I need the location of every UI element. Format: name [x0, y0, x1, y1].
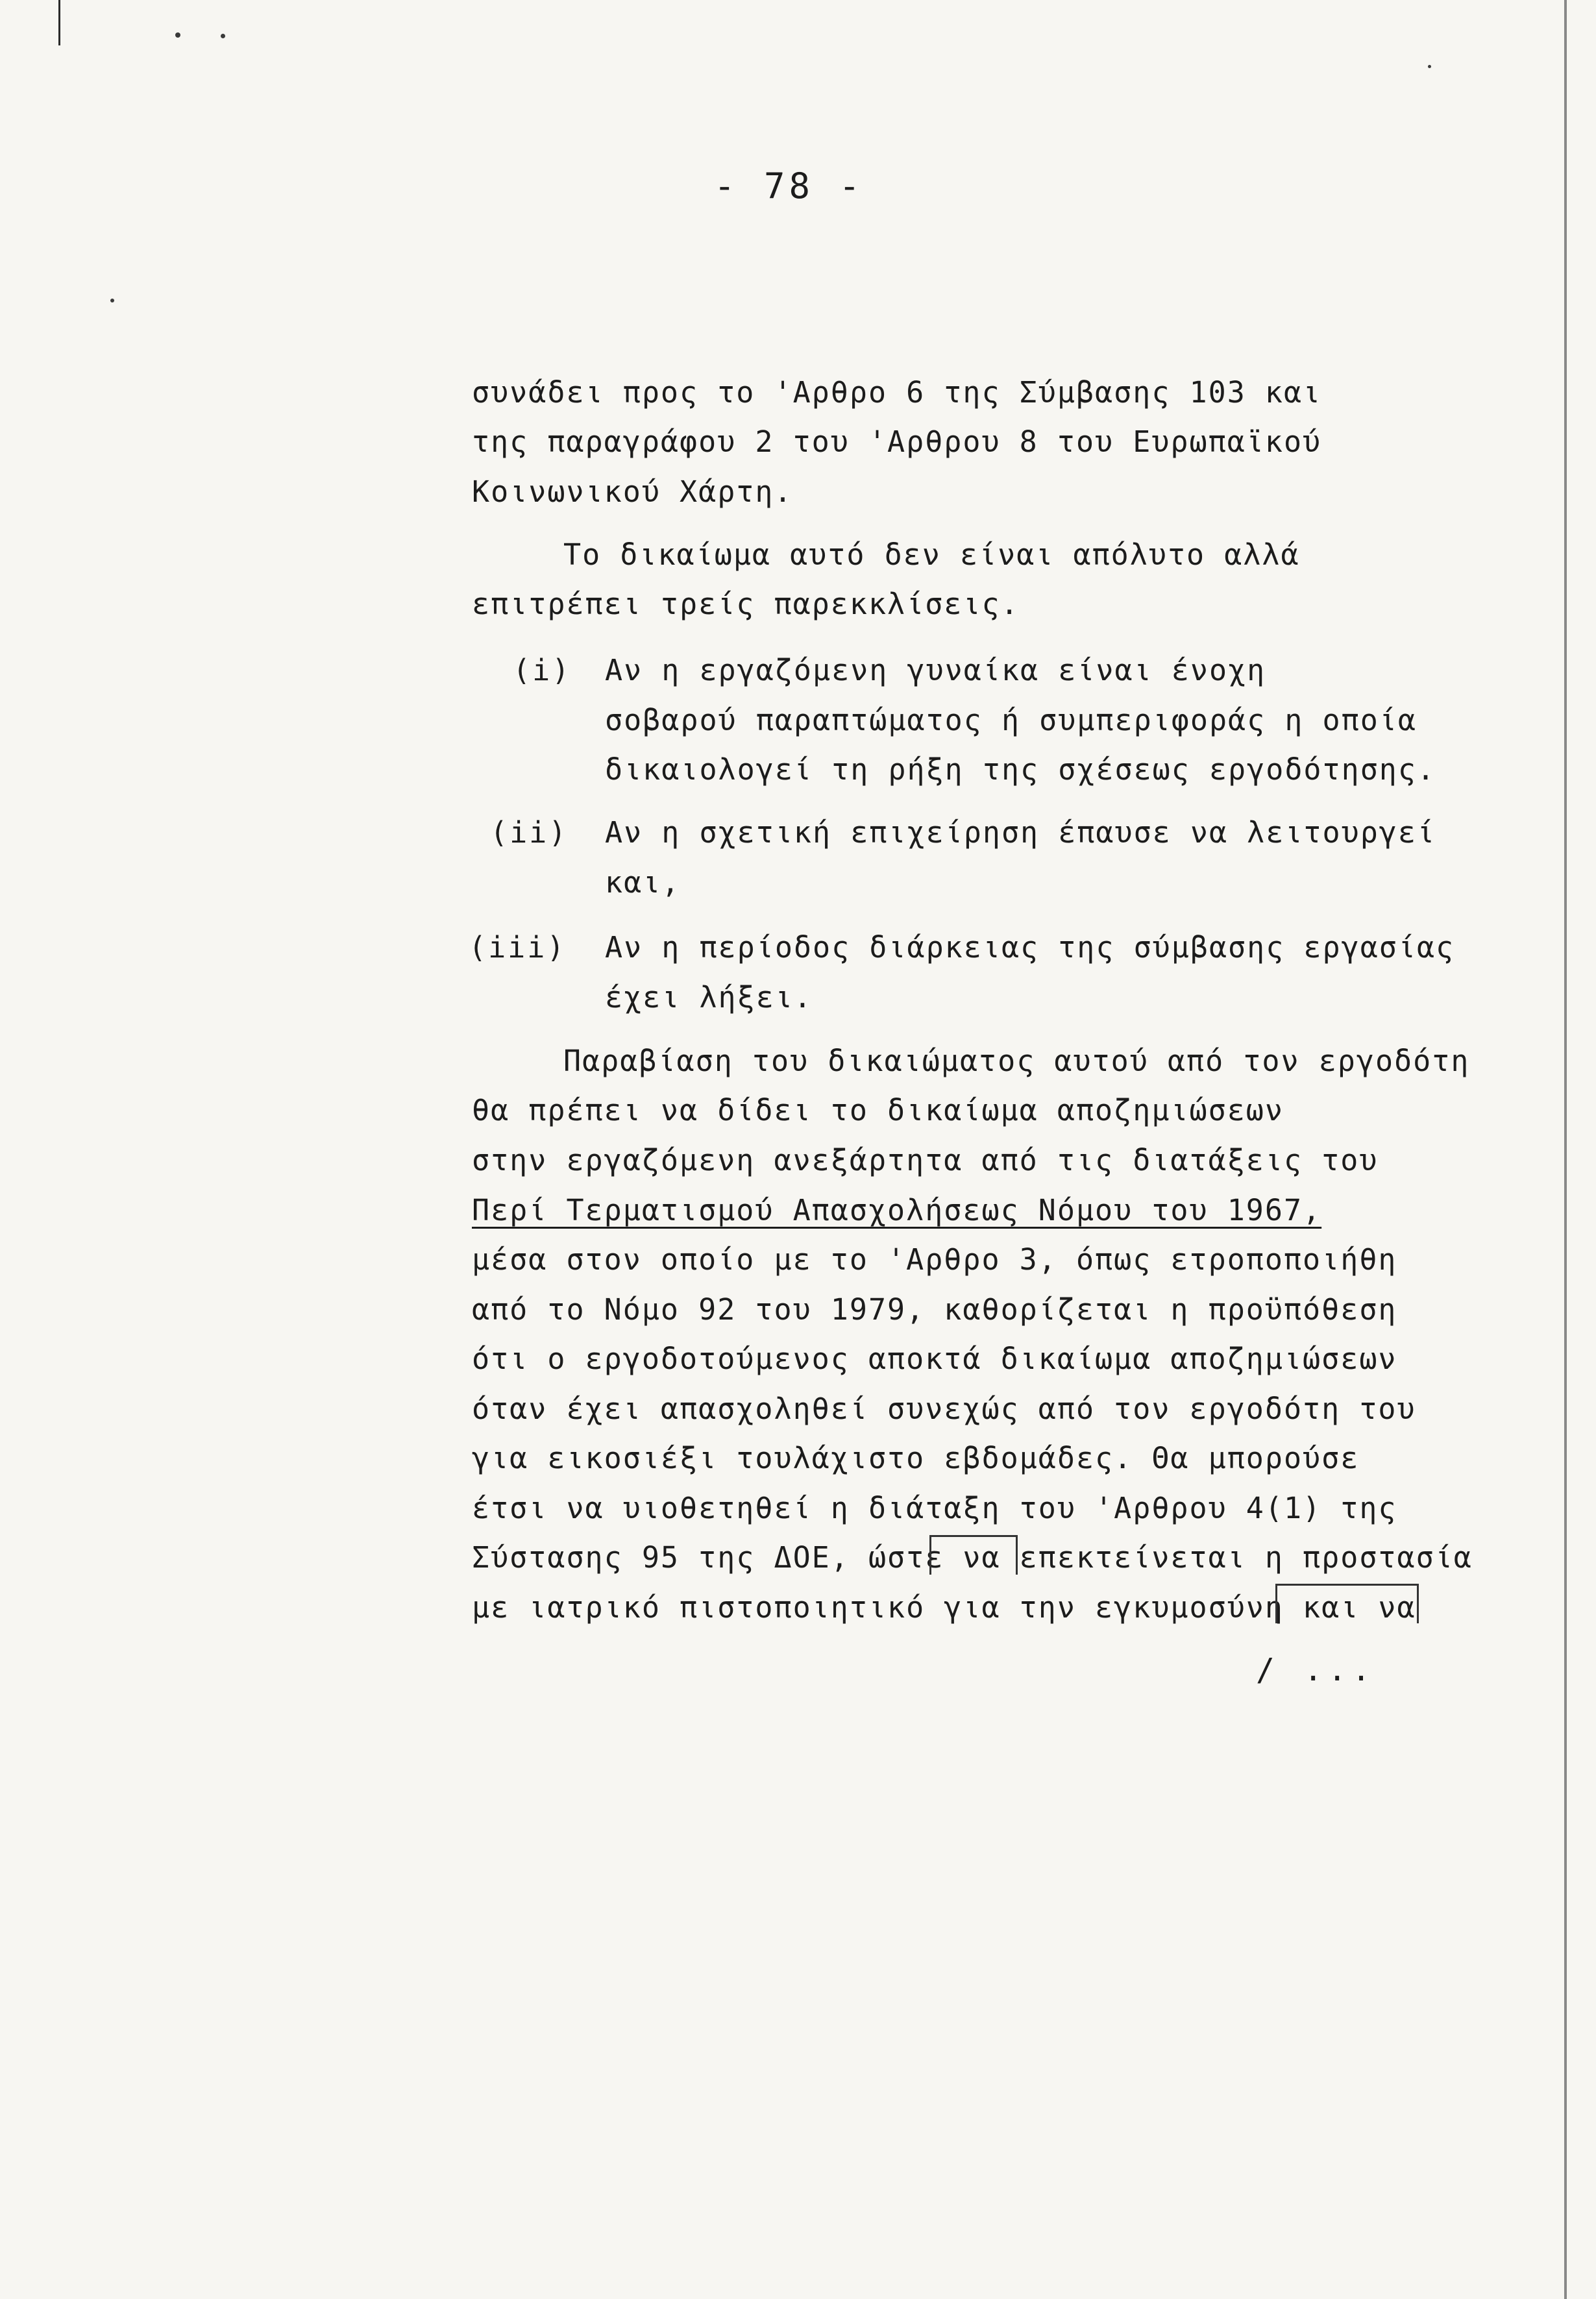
text-line: έτσι να υιοθετηθεί η διάταξη του 'Αρθρου 4(1) της [472, 1491, 1397, 1525]
scan-speck [110, 299, 114, 302]
scan-edge-right [1564, 0, 1567, 2299]
text-line: επιτρέπει τρείς παρεκκλίσεις. [472, 587, 1020, 621]
text-line: Κοινωνικού Χάρτη. [472, 474, 793, 509]
text-line: σοβαρού παραπτώματος ή συμπεριφοράς η οποία [605, 703, 1417, 737]
text-line: συνάδει προς το 'Αρθρο 6 της Σύμβασης 103 και [472, 375, 1322, 410]
text-line: Αν η εργαζόμενη γυναίκα είναι ένοχη [605, 653, 1266, 687]
text-line: θα πρέπει να δίδει το δικαίωμα αποζημιώσεων [472, 1093, 1284, 1127]
text-line: από το Νόμο 92 του 1979, καθορίζεται η προϋπόθεση [472, 1292, 1397, 1327]
scan-speck [1428, 65, 1431, 68]
text-line: Παραβίαση του δικαιώματος αυτού από τον εργοδότη [563, 1044, 1470, 1078]
text-line: στην εργαζόμενη ανεξάρτητα από τις διατάξεις του [472, 1143, 1379, 1177]
text-line: για εικοσιέξι τουλάχιστο εβδομάδες. Θα μπορούσε [472, 1441, 1360, 1475]
list-marker: (ii) [490, 815, 569, 850]
law-title: Περί Τερματισμού Απασχολήσεως Νόμου του 1967, [472, 1193, 1322, 1227]
text-line: όταν έχει απασχοληθεί συνεχώς από τον εργοδότη του [472, 1392, 1416, 1426]
scan-speck [221, 34, 225, 38]
text-line: με ιατρικό πιστοποιητικό για την εγκυμοσύνη και να [472, 1590, 1416, 1625]
text-line: ότι ο εργοδοτούμενος αποκτά δικαίωμα αποζημιώσεων [472, 1342, 1397, 1376]
scan-edge-left-mark [58, 0, 60, 45]
text-line: Το δικαίωμα αυτό δεν είναι απόλυτο αλλά [563, 537, 1300, 572]
text-line: και, [605, 865, 681, 900]
text-line: έχει λήξει. [605, 980, 813, 1014]
text-line: της παραγράφου 2 του 'Αρθρου 8 του Ευρωπαϊκού [472, 424, 1322, 459]
correction-mark [1275, 1584, 1419, 1623]
list-marker: (i) [513, 653, 572, 687]
list-marker: (iii) [469, 930, 567, 965]
text-line: Αν η περίοδος διάρκειας της σύμβασης εργασίας [605, 930, 1455, 965]
text-line: δικαιολογεί τη ρήξη της σχέσεως εργοδότησης. [605, 752, 1436, 787]
text-line: Αν η σχετική επιχείρηση έπαυσε να λειτουργεί [605, 815, 1436, 850]
page-number: - 78 - [714, 166, 865, 206]
text-line: μέσα στον οποίο με το 'Αρθρο 3, όπως ετροποποιήθη [472, 1242, 1397, 1277]
scan-speck [175, 32, 180, 38]
correction-mark [929, 1535, 1018, 1575]
text-line: Σύστασης 95 της ΔΟΕ, ώστε να επεκτείνεται η προστασία [472, 1540, 1473, 1575]
continuation-mark: / ... [1256, 1652, 1376, 1688]
